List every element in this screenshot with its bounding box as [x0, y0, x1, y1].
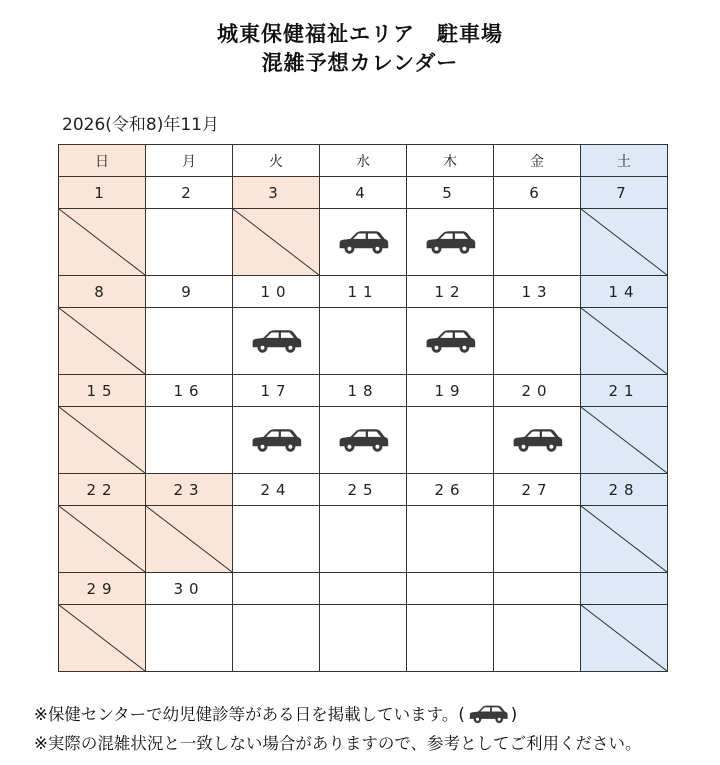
date-cell: 9 — [146, 276, 233, 308]
car-icon — [320, 229, 406, 255]
closed-day-cell — [59, 209, 146, 276]
date-cell: 10 — [233, 276, 320, 308]
date-cell — [581, 573, 668, 605]
day-cell — [320, 308, 407, 375]
day-cell — [407, 308, 494, 375]
date-cell: 28 — [581, 474, 668, 506]
car-icon — [320, 427, 406, 453]
day-cell — [320, 506, 407, 573]
day-cell — [320, 605, 407, 672]
day-cell-row — [59, 308, 668, 375]
diagonal-slash — [59, 605, 145, 671]
date-row — [59, 177, 668, 209]
date-cell: 24 — [233, 474, 320, 506]
day-cell-row — [59, 209, 668, 276]
closed-day-cell — [581, 506, 668, 573]
day-cell — [407, 209, 494, 276]
closed-day-cell — [59, 407, 146, 474]
date-cell: 25 — [320, 474, 407, 506]
weekday-sun: 日 — [59, 145, 146, 177]
day-cell — [146, 308, 233, 375]
calendar-grid — [58, 144, 668, 672]
day-cell — [494, 605, 581, 672]
day-cell — [494, 506, 581, 573]
day-cell — [494, 407, 581, 474]
diagonal-slash — [59, 308, 145, 374]
diagonal-slash — [59, 506, 145, 572]
day-cell — [494, 308, 581, 375]
day-cell — [146, 209, 233, 276]
date-cell: 30 — [146, 573, 233, 605]
note-line-2: ※実際の混雑状況と一致しない場合がありますので、参考としてご利用ください。 — [34, 734, 642, 753]
note-line-1-text: ※保健センターで幼児健診等がある日を掲載しています。( — [34, 705, 465, 724]
closed-day-cell — [59, 506, 146, 573]
diagonal-slash — [581, 308, 667, 374]
date-cell: 29 — [59, 573, 146, 605]
diagonal-slash — [581, 407, 667, 473]
car-icon — [233, 427, 319, 453]
diagonal-slash — [233, 209, 319, 275]
date-cell: 2 — [146, 177, 233, 209]
day-cell — [320, 407, 407, 474]
closed-day-cell — [581, 605, 668, 672]
day-cell — [494, 209, 581, 276]
date-cell: 13 — [494, 276, 581, 308]
date-cell — [233, 573, 320, 605]
closed-day-cell — [146, 506, 233, 573]
car-icon — [407, 229, 493, 255]
date-cell: 18 — [320, 375, 407, 407]
diagonal-slash — [59, 209, 145, 275]
date-cell: 5 — [407, 177, 494, 209]
weekday-mon: 月 — [146, 145, 233, 177]
date-cell — [494, 573, 581, 605]
closed-day-cell — [581, 209, 668, 276]
day-cell — [320, 209, 407, 276]
date-cell: 22 — [59, 474, 146, 506]
date-cell: 4 — [320, 177, 407, 209]
day-cell — [233, 308, 320, 375]
day-cell — [233, 407, 320, 474]
date-cell: 27 — [494, 474, 581, 506]
weekday-thu: 木 — [407, 145, 494, 177]
month-label: 2026(令和8)年11月 — [62, 115, 219, 135]
date-cell: 21 — [581, 375, 668, 407]
date-cell: 14 — [581, 276, 668, 308]
diagonal-slash — [59, 407, 145, 473]
day-cell-row — [59, 605, 668, 672]
car-icon — [407, 328, 493, 354]
date-cell: 12 — [407, 276, 494, 308]
day-cell-row — [59, 407, 668, 474]
date-cell: 6 — [494, 177, 581, 209]
day-cell-row — [59, 506, 668, 573]
date-cell: 19 — [407, 375, 494, 407]
day-cell — [407, 506, 494, 573]
diagonal-slash — [146, 506, 232, 572]
note-line-1-close: ) — [510, 705, 518, 724]
date-cell: 3 — [233, 177, 320, 209]
closed-day-cell — [581, 407, 668, 474]
weekday-header-row — [59, 145, 668, 177]
weekday-tue: 火 — [233, 145, 320, 177]
date-cell: 15 — [59, 375, 146, 407]
closed-day-cell — [581, 308, 668, 375]
date-cell: 17 — [233, 375, 320, 407]
date-row — [59, 573, 668, 605]
date-cell: 16 — [146, 375, 233, 407]
closed-day-cell — [233, 209, 320, 276]
car-icon — [494, 427, 580, 453]
diagonal-slash — [581, 209, 667, 275]
weekday-fri: 金 — [494, 145, 581, 177]
date-cell: 1 — [59, 177, 146, 209]
car-icon — [465, 705, 511, 724]
weekday-wed: 水 — [320, 145, 407, 177]
title-line-2: 混雑予想カレンダー — [261, 51, 459, 75]
closed-day-cell — [59, 308, 146, 375]
date-cell: 11 — [320, 276, 407, 308]
date-cell — [407, 573, 494, 605]
date-cell: 8 — [59, 276, 146, 308]
diagonal-slash — [581, 506, 667, 572]
diagonal-slash — [581, 605, 667, 671]
date-cell: 23 — [146, 474, 233, 506]
day-cell — [233, 506, 320, 573]
day-cell — [407, 407, 494, 474]
title-line-1: 城東保健福祉エリア 駐車場 — [217, 22, 503, 46]
date-row — [59, 474, 668, 506]
day-cell — [146, 605, 233, 672]
day-cell — [407, 605, 494, 672]
date-cell: 20 — [494, 375, 581, 407]
car-icon — [233, 328, 319, 354]
day-cell — [233, 605, 320, 672]
date-row — [59, 276, 668, 308]
weekday-sat: 土 — [581, 145, 668, 177]
date-cell: 26 — [407, 474, 494, 506]
date-row — [59, 375, 668, 407]
day-cell — [146, 407, 233, 474]
note-line-1 — [34, 701, 517, 725]
closed-day-cell — [59, 605, 146, 672]
date-cell: 7 — [581, 177, 668, 209]
date-cell — [320, 573, 407, 605]
